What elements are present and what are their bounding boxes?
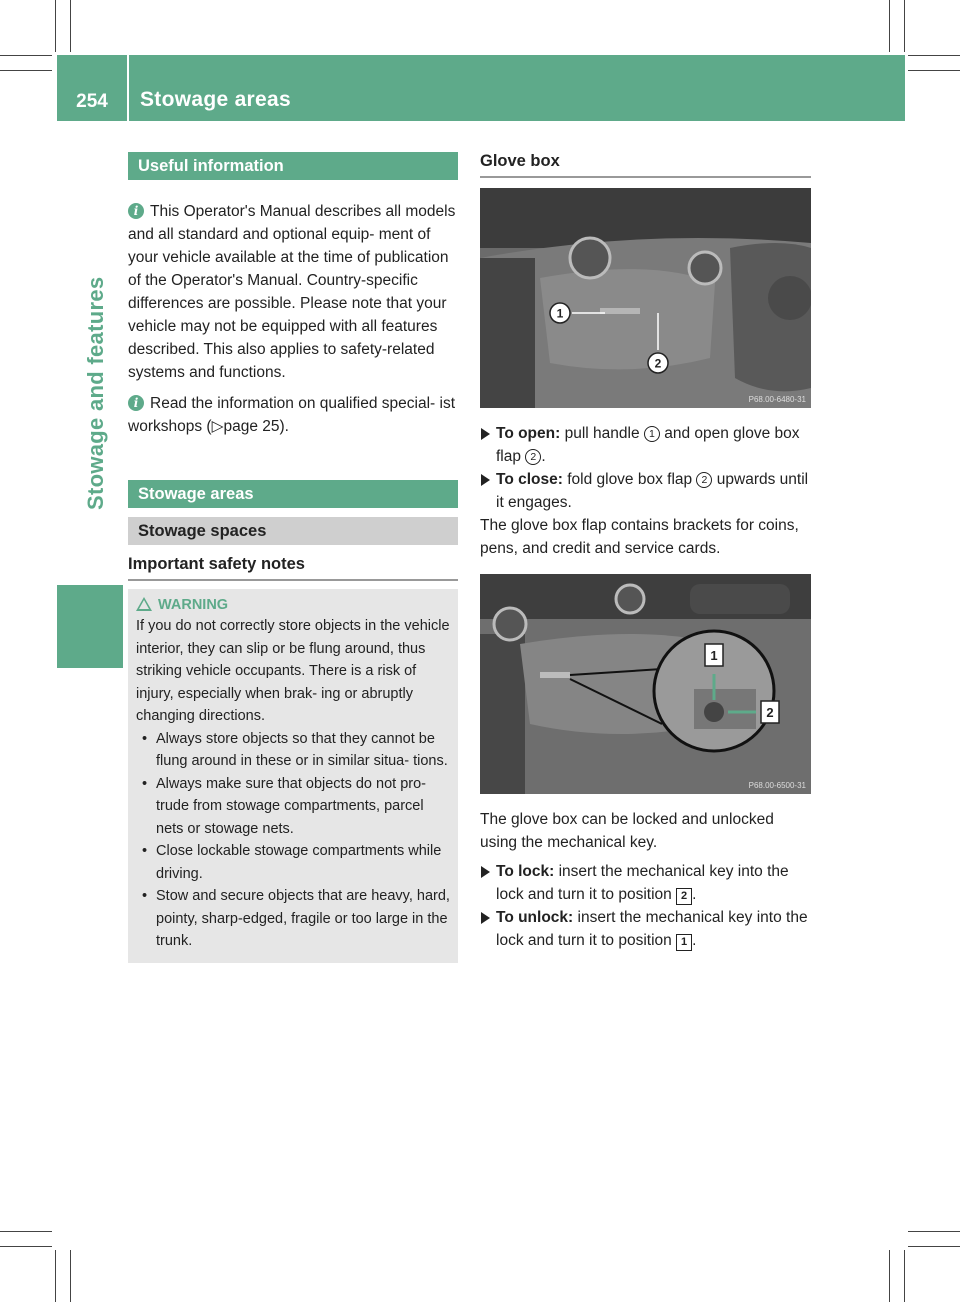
section-tab bbox=[57, 585, 123, 668]
callout-ref-2: 2 bbox=[696, 472, 712, 488]
list-item: • Always store objects so that they cannot be flung around in these or in similar situa- tions. bbox=[136, 728, 450, 773]
list-item: • Close lockable stowage compartments while driving. bbox=[136, 840, 450, 885]
crop-mark bbox=[0, 1246, 52, 1247]
page-number: 254 bbox=[76, 91, 108, 112]
callout-ref-2: 2 bbox=[525, 449, 541, 465]
step-unlock: To unlock: insert the mechanical key into the lock and turn it to position 1 . bbox=[480, 906, 811, 952]
crop-mark bbox=[70, 1250, 71, 1302]
photo-code: P68.00-6480-31 bbox=[748, 395, 806, 404]
stowage-spaces-heading: Stowage spaces bbox=[128, 517, 458, 545]
crop-mark bbox=[70, 0, 71, 52]
crop-mark bbox=[889, 1250, 890, 1302]
callout-1: 1 bbox=[710, 648, 718, 663]
crop-mark bbox=[904, 0, 905, 52]
section-side-label: Stowage and features bbox=[83, 276, 108, 510]
crop-mark bbox=[904, 1250, 905, 1302]
list-item: • Stow and secure objects that are heavy, hard, pointy, sharp-edged, fragile or too large in the trunk. bbox=[136, 885, 450, 953]
glove-box-photo bbox=[480, 188, 811, 408]
photo-code: P68.00-6500-31 bbox=[748, 781, 806, 790]
position-1-badge: 1 bbox=[676, 934, 692, 951]
crop-mark bbox=[55, 0, 56, 52]
step-close: To close: fold glove box flap 2 upwards until it engages. bbox=[480, 468, 811, 514]
callout-2: 2 bbox=[766, 705, 774, 720]
crop-mark bbox=[908, 70, 960, 71]
warning-bullets bbox=[136, 728, 450, 953]
crop-mark bbox=[908, 55, 960, 56]
page-reference-link[interactable]: page 25 bbox=[223, 418, 280, 435]
header-separator bbox=[127, 55, 129, 121]
warning-text: If you do not correctly store objects in the vehicle interior, they can slip or be flung around, thus striking vehicle occupants. There is a risk of injury, especially when brak- ing or abruptly changing directions. bbox=[136, 618, 450, 724]
right-column bbox=[480, 152, 811, 952]
info-text-1: This Operator's Manual describes all models and all standard and optional equip- ment of your vehicle available at the time of publication of the Operator's Manual. Country-specific differences are possible. Please note that your vehicle may not be equipped with all features described. This also applies to safety-related systems and functions. bbox=[128, 203, 456, 381]
crop-mark bbox=[908, 1246, 960, 1247]
info-paragraph-2: i Read the information on qualified special- ist workshops (▷page 25). bbox=[128, 395, 456, 435]
crop-mark bbox=[889, 0, 890, 52]
crop-mark bbox=[55, 1250, 56, 1302]
crop-mark bbox=[908, 1231, 960, 1232]
glove-box-photo-drawing bbox=[480, 188, 811, 408]
callout-ref-1: 1 bbox=[644, 426, 660, 442]
info-icon: i bbox=[128, 203, 144, 219]
glove-lock-photo-drawing bbox=[480, 574, 811, 794]
step-open: To open: pull handle 1 and open glove box flap 2 . bbox=[480, 422, 811, 468]
brackets-paragraph: The glove box flap contains brackets for coins, pens, and credit and service cards. bbox=[480, 517, 799, 557]
lock-intro: The glove box can be locked and unlocked using the mechanical key. bbox=[480, 811, 774, 851]
stowage-areas-heading: Stowage areas bbox=[128, 480, 458, 508]
page-ref-arrow-icon: ▷ bbox=[211, 418, 224, 435]
glove-box-heading: Glove box bbox=[480, 152, 811, 178]
crop-mark bbox=[0, 55, 52, 56]
warning-triangle-icon bbox=[136, 597, 152, 611]
crop-mark bbox=[0, 1231, 52, 1232]
glove-lock-photo bbox=[480, 574, 811, 794]
callout-2: 2 bbox=[654, 356, 662, 371]
info-icon: i bbox=[128, 395, 144, 411]
warning-title: WARNING bbox=[136, 597, 450, 613]
warning-box bbox=[128, 589, 458, 963]
position-2-badge: 2 bbox=[676, 888, 692, 905]
left-column bbox=[128, 152, 458, 963]
callout-1: 1 bbox=[556, 306, 564, 321]
page-title: Stowage areas bbox=[140, 88, 291, 111]
useful-info-heading: Useful information bbox=[128, 152, 458, 180]
crop-mark bbox=[0, 70, 52, 71]
list-item: • Always make sure that objects do not pro- trude from stowage compartments, parcel nets or stowage nets. bbox=[136, 773, 450, 841]
step-lock: To lock: insert the mechanical key into the lock and turn it to position 2 . bbox=[480, 860, 811, 906]
safety-notes-heading: Important safety notes bbox=[128, 555, 458, 581]
info-paragraph-1 bbox=[128, 200, 458, 384]
